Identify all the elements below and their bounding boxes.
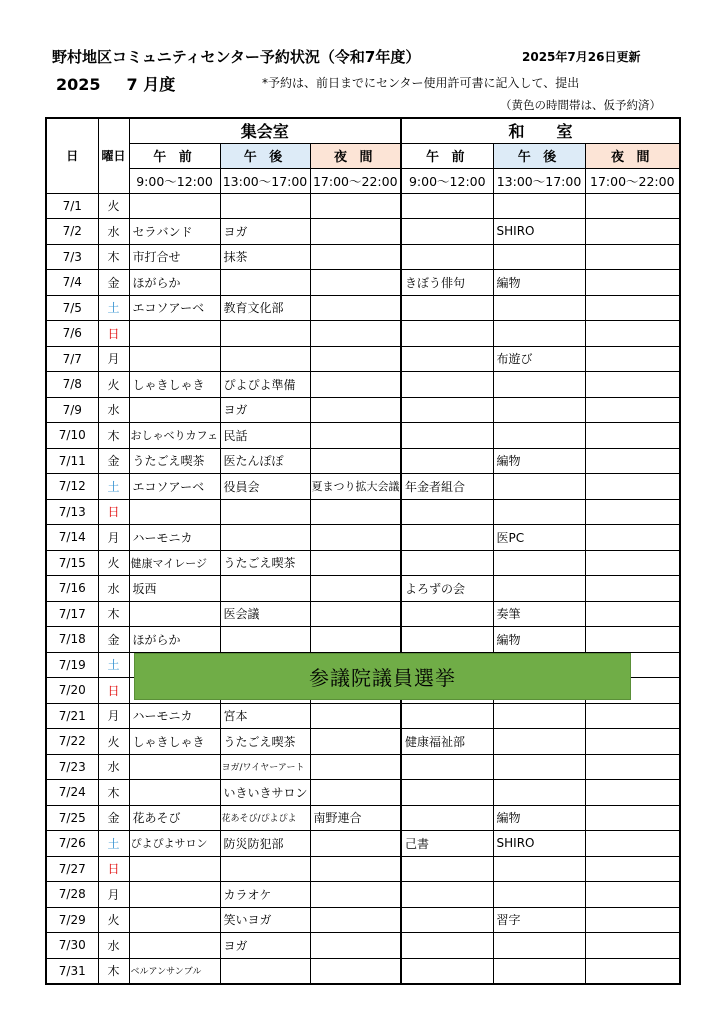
- booking-cell: ほがらか: [129, 270, 220, 296]
- booking-cell: [493, 193, 585, 219]
- booking-cell: [220, 576, 310, 602]
- booking-cell: 南野連合: [310, 805, 401, 831]
- booking-cell: [401, 933, 493, 959]
- booking-cell: エコソアーベ: [129, 295, 220, 321]
- booking-cell: 宮本: [220, 703, 310, 729]
- booking-cell: [585, 882, 680, 908]
- slot-time: 13:00～17:00: [493, 168, 585, 193]
- table-row: [46, 882, 680, 908]
- slot-header-evening: 夜 間: [310, 143, 401, 168]
- booking-cell: 夏まつり拡大会議: [310, 474, 401, 500]
- slot-header-morning: 午 前: [129, 143, 220, 168]
- booking-cell: [493, 550, 585, 576]
- booking-cell: [585, 474, 680, 500]
- booking-cell: しゃきしゃき: [129, 729, 220, 755]
- schedule-body: [46, 193, 680, 984]
- slot-time: 17:00～22:00: [310, 168, 401, 193]
- booking-cell: [585, 244, 680, 270]
- date-cell: 7/15: [46, 550, 98, 576]
- booking-cell: カラオケ: [220, 882, 310, 908]
- weekday-cell: 水: [98, 397, 129, 423]
- booking-cell: [585, 525, 680, 551]
- booking-cell: [310, 270, 401, 296]
- booking-cell: [401, 882, 493, 908]
- page-title: 野村地区コミュニティセンター予約状況（令和7年度）: [52, 48, 421, 66]
- booking-cell: 編物: [493, 627, 585, 653]
- booking-cell: [585, 423, 680, 449]
- booking-cell: [310, 423, 401, 449]
- booking-cell: うたごえ喫茶: [220, 550, 310, 576]
- booking-cell: [310, 907, 401, 933]
- booking-cell: [585, 754, 680, 780]
- schedule-table: [45, 117, 681, 985]
- booking-cell: [585, 397, 680, 423]
- booking-cell: うたごえ喫茶: [129, 448, 220, 474]
- booking-cell: [585, 627, 680, 653]
- date-cell: 7/22: [46, 729, 98, 755]
- booking-cell: [129, 856, 220, 882]
- booking-cell: [401, 856, 493, 882]
- table-row: [46, 729, 680, 755]
- weekday-cell: 木: [98, 423, 129, 449]
- room-header-japanese-room: 和 室: [401, 118, 680, 143]
- booking-cell: [401, 601, 493, 627]
- booking-cell: [493, 958, 585, 984]
- booking-cell: [129, 601, 220, 627]
- booking-cell: [220, 525, 310, 551]
- booking-cell: 習字: [493, 907, 585, 933]
- slot-header-morning: 午 前: [401, 143, 493, 168]
- booking-cell: [129, 780, 220, 806]
- booking-cell: [401, 703, 493, 729]
- booking-cell: 健康福祉部: [401, 729, 493, 755]
- date-cell: 7/28: [46, 882, 98, 908]
- booking-cell: セラバンド: [129, 219, 220, 245]
- booking-cell: [401, 372, 493, 398]
- table-row: [46, 780, 680, 806]
- booking-cell: [585, 958, 680, 984]
- weekday-cell: 月: [98, 525, 129, 551]
- booking-cell: [220, 321, 310, 347]
- booking-cell: [585, 550, 680, 576]
- booking-cell: [401, 321, 493, 347]
- weekday-cell: 日: [98, 499, 129, 525]
- booking-cell: [585, 576, 680, 602]
- date-cell: 7/25: [46, 805, 98, 831]
- weekday-cell: 月: [98, 703, 129, 729]
- booking-cell: [585, 780, 680, 806]
- weekday-cell: 火: [98, 907, 129, 933]
- reservation-note: *予約は、前日までにセンター使用許可書に記入して、提出: [262, 76, 580, 90]
- date-cell: 7/9: [46, 397, 98, 423]
- tentative-note: （黄色の時間帯は、仮予約済）: [500, 98, 661, 112]
- booking-cell: [310, 958, 401, 984]
- booking-cell: [310, 882, 401, 908]
- table-row: [46, 474, 680, 500]
- booking-cell: [493, 499, 585, 525]
- updated-date: 2025年7月26日更新: [522, 50, 641, 64]
- booking-cell: [310, 193, 401, 219]
- weekday-cell: 木: [98, 958, 129, 984]
- weekday-cell: 火: [98, 372, 129, 398]
- booking-cell: 民話: [220, 423, 310, 449]
- booking-cell: [493, 244, 585, 270]
- booking-cell: [310, 372, 401, 398]
- table-row: [46, 219, 680, 245]
- date-cell: 7/17: [46, 601, 98, 627]
- booking-cell: [310, 601, 401, 627]
- booking-cell: [585, 372, 680, 398]
- weekday-cell: 金: [98, 448, 129, 474]
- booking-cell: [585, 805, 680, 831]
- booking-cell: [310, 754, 401, 780]
- booking-cell: [585, 448, 680, 474]
- booking-cell: [493, 729, 585, 755]
- weekday-cell: 土: [98, 474, 129, 500]
- booking-cell: 己書: [401, 831, 493, 857]
- table-row: [46, 703, 680, 729]
- booking-cell: ほがらか: [129, 627, 220, 653]
- booking-cell: [310, 346, 401, 372]
- table-row: [46, 831, 680, 857]
- booking-cell: [220, 958, 310, 984]
- table-row: [46, 499, 680, 525]
- slot-time: 13:00～17:00: [220, 168, 310, 193]
- date-cell: 7/29: [46, 907, 98, 933]
- booking-cell: [310, 499, 401, 525]
- booking-cell: [493, 856, 585, 882]
- date-cell: 7/6: [46, 321, 98, 347]
- booking-cell: [585, 933, 680, 959]
- table-row: [46, 550, 680, 576]
- booking-cell: [129, 933, 220, 959]
- weekday-cell: 木: [98, 244, 129, 270]
- booking-cell: [401, 244, 493, 270]
- booking-cell: 市打合せ: [129, 244, 220, 270]
- booking-cell: 抹茶: [220, 244, 310, 270]
- table-row: [46, 856, 680, 882]
- booking-cell: [310, 219, 401, 245]
- booking-cell: [401, 397, 493, 423]
- booking-cell: エコソアーベ: [129, 474, 220, 500]
- booking-cell: [585, 831, 680, 857]
- booking-cell: 花あそび: [129, 805, 220, 831]
- table-row: [46, 576, 680, 602]
- booking-cell: 教育文化部: [220, 295, 310, 321]
- date-cell: 7/21: [46, 703, 98, 729]
- booking-cell: 年金者組合: [401, 474, 493, 500]
- booking-cell: 笑いヨガ: [220, 907, 310, 933]
- booking-cell: [310, 627, 401, 653]
- table-row: [46, 601, 680, 627]
- booking-cell: [129, 754, 220, 780]
- booking-cell: 医PC: [493, 525, 585, 551]
- day-column-header: 日: [46, 118, 98, 193]
- booking-cell: [493, 576, 585, 602]
- table-row: [46, 346, 680, 372]
- booking-cell: 編物: [493, 270, 585, 296]
- booking-cell: [493, 703, 585, 729]
- booking-cell: [401, 525, 493, 551]
- booking-cell: [401, 627, 493, 653]
- booking-cell: [401, 423, 493, 449]
- slot-time: 9:00～12:00: [401, 168, 493, 193]
- booking-cell: [585, 346, 680, 372]
- booking-cell: [585, 219, 680, 245]
- booking-cell: [401, 193, 493, 219]
- table-row: [46, 627, 680, 653]
- weekday-column-header: 曜日: [98, 118, 129, 193]
- weekday-cell: 火: [98, 729, 129, 755]
- booking-cell: [310, 703, 401, 729]
- date-cell: 7/19: [46, 652, 98, 678]
- booking-cell: [129, 499, 220, 525]
- weekday-cell: 木: [98, 601, 129, 627]
- booking-cell: [401, 499, 493, 525]
- booking-cell: [129, 397, 220, 423]
- booking-cell: [129, 882, 220, 908]
- weekday-cell: 金: [98, 270, 129, 296]
- booking-cell: [220, 270, 310, 296]
- table-row: [46, 754, 680, 780]
- booking-cell: ベルアンサンブル: [129, 958, 220, 984]
- date-cell: 7/8: [46, 372, 98, 398]
- weekday-cell: 火: [98, 550, 129, 576]
- date-cell: 7/11: [46, 448, 98, 474]
- slot-header-afternoon: 午 後: [493, 143, 585, 168]
- election-banner: 参議院議員選挙: [134, 653, 631, 700]
- slot-header-afternoon: 午 後: [220, 143, 310, 168]
- booking-cell: [401, 780, 493, 806]
- date-cell: 7/23: [46, 754, 98, 780]
- table-row: [46, 448, 680, 474]
- booking-cell: しゃきしゃき: [129, 372, 220, 398]
- weekday-cell: 金: [98, 627, 129, 653]
- date-cell: 7/1: [46, 193, 98, 219]
- booking-cell: 編物: [493, 448, 585, 474]
- table-row: [46, 372, 680, 398]
- booking-cell: ヨガ: [220, 219, 310, 245]
- year-label: 2025: [56, 75, 101, 94]
- date-cell: 7/3: [46, 244, 98, 270]
- booking-cell: 奏筆: [493, 601, 585, 627]
- booking-cell: 医会議: [220, 601, 310, 627]
- table-row: [46, 295, 680, 321]
- weekday-cell: 日: [98, 856, 129, 882]
- booking-cell: [493, 423, 585, 449]
- booking-cell: [310, 244, 401, 270]
- booking-cell: [220, 499, 310, 525]
- booking-cell: [310, 729, 401, 755]
- booking-cell: [585, 270, 680, 296]
- weekday-cell: 土: [98, 831, 129, 857]
- booking-cell: [129, 346, 220, 372]
- booking-cell: 布遊び: [493, 346, 585, 372]
- booking-cell: [129, 321, 220, 347]
- slot-time: 9:00～12:00: [129, 168, 220, 193]
- booking-cell: [585, 703, 680, 729]
- booking-cell: [220, 346, 310, 372]
- booking-cell: きぼう俳句: [401, 270, 493, 296]
- booking-cell: [585, 321, 680, 347]
- booking-cell: [585, 295, 680, 321]
- table-row: [46, 907, 680, 933]
- booking-cell: [493, 754, 585, 780]
- booking-cell: [401, 295, 493, 321]
- year-month: [56, 72, 201, 95]
- weekday-cell: 水: [98, 576, 129, 602]
- booking-cell: おしゃべりカフェ: [129, 423, 220, 449]
- booking-cell: [310, 831, 401, 857]
- date-cell: 7/24: [46, 780, 98, 806]
- booking-cell: ヨガ: [220, 933, 310, 959]
- booking-cell: [310, 576, 401, 602]
- date-cell: 7/4: [46, 270, 98, 296]
- date-cell: 7/2: [46, 219, 98, 245]
- booking-cell: SHIRO: [493, 831, 585, 857]
- date-cell: 7/26: [46, 831, 98, 857]
- weekday-cell: 日: [98, 678, 129, 704]
- booking-cell: 健康マイレージ: [129, 550, 220, 576]
- date-cell: 7/20: [46, 678, 98, 704]
- date-cell: 7/7: [46, 346, 98, 372]
- weekday-cell: 水: [98, 933, 129, 959]
- booking-cell: [585, 907, 680, 933]
- booking-cell: [310, 550, 401, 576]
- booking-cell: [585, 601, 680, 627]
- booking-cell: [493, 474, 585, 500]
- table-row: [46, 525, 680, 551]
- booking-cell: [401, 219, 493, 245]
- date-cell: 7/13: [46, 499, 98, 525]
- booking-cell: [220, 856, 310, 882]
- booking-cell: ヨガ: [220, 397, 310, 423]
- booking-cell: [401, 550, 493, 576]
- weekday-cell: 火: [98, 193, 129, 219]
- schedule-table-wrapper: [45, 117, 679, 983]
- date-cell: 7/30: [46, 933, 98, 959]
- date-cell: 7/16: [46, 576, 98, 602]
- booking-cell: いきいきサロン: [220, 780, 310, 806]
- date-cell: 7/31: [46, 958, 98, 984]
- date-cell: 7/14: [46, 525, 98, 551]
- booking-cell: [401, 346, 493, 372]
- slot-header-evening: 夜 間: [585, 143, 680, 168]
- booking-cell: [310, 780, 401, 806]
- booking-cell: よろずの会: [401, 576, 493, 602]
- booking-cell: [220, 193, 310, 219]
- booking-cell: 防災防犯部: [220, 831, 310, 857]
- booking-cell: [585, 729, 680, 755]
- table-row: [46, 244, 680, 270]
- booking-cell: [401, 754, 493, 780]
- booking-cell: [585, 499, 680, 525]
- booking-cell: [401, 907, 493, 933]
- booking-cell: [493, 372, 585, 398]
- table-row: [46, 933, 680, 959]
- booking-cell: 役員会: [220, 474, 310, 500]
- booking-cell: 編物: [493, 805, 585, 831]
- weekday-cell: 日: [98, 321, 129, 347]
- table-row: [46, 193, 680, 219]
- booking-cell: [310, 933, 401, 959]
- date-cell: 7/10: [46, 423, 98, 449]
- room-header-hall: 集会室: [129, 118, 401, 143]
- booking-cell: [310, 448, 401, 474]
- table-row: [46, 423, 680, 449]
- booking-cell: ハーモニカ: [129, 703, 220, 729]
- booking-cell: 医たんぽぽ: [220, 448, 310, 474]
- booking-cell: SHIRO: [493, 219, 585, 245]
- date-cell: 7/27: [46, 856, 98, 882]
- weekday-cell: 水: [98, 219, 129, 245]
- booking-cell: ハーモニカ: [129, 525, 220, 551]
- table-row: [46, 321, 680, 347]
- booking-cell: [310, 321, 401, 347]
- booking-cell: [493, 780, 585, 806]
- table-row: [46, 270, 680, 296]
- booking-cell: [129, 907, 220, 933]
- booking-cell: [310, 397, 401, 423]
- booking-cell: [401, 958, 493, 984]
- table-row: [46, 397, 680, 423]
- booking-cell: [493, 882, 585, 908]
- date-cell: 7/12: [46, 474, 98, 500]
- month-label: 7 月度: [126, 75, 176, 94]
- table-row: [46, 958, 680, 984]
- slot-time: 17:00～22:00: [585, 168, 680, 193]
- table-row: [46, 805, 680, 831]
- booking-cell: [585, 856, 680, 882]
- booking-cell: [401, 805, 493, 831]
- weekday-cell: 月: [98, 346, 129, 372]
- weekday-cell: 水: [98, 754, 129, 780]
- booking-cell: [585, 193, 680, 219]
- booking-cell: ぴよぴよサロン: [129, 831, 220, 857]
- weekday-cell: 木: [98, 780, 129, 806]
- booking-cell: [493, 397, 585, 423]
- booking-cell: 坂西: [129, 576, 220, 602]
- date-cell: 7/5: [46, 295, 98, 321]
- booking-cell: ぴよぴよ準備: [220, 372, 310, 398]
- booking-cell: [493, 321, 585, 347]
- booking-cell: [220, 627, 310, 653]
- weekday-cell: 金: [98, 805, 129, 831]
- booking-cell: [310, 856, 401, 882]
- booking-cell: ヨガ/ワイヤーアート: [220, 754, 310, 780]
- date-cell: 7/18: [46, 627, 98, 653]
- booking-cell: うたごえ喫茶: [220, 729, 310, 755]
- booking-cell: [493, 933, 585, 959]
- weekday-cell: 月: [98, 882, 129, 908]
- booking-cell: [310, 525, 401, 551]
- booking-cell: [129, 193, 220, 219]
- booking-cell: [493, 295, 585, 321]
- weekday-cell: 土: [98, 652, 129, 678]
- booking-cell: [401, 448, 493, 474]
- booking-cell: 花あそび/ぴよぴよ: [220, 805, 310, 831]
- weekday-cell: 土: [98, 295, 129, 321]
- booking-cell: [310, 295, 401, 321]
